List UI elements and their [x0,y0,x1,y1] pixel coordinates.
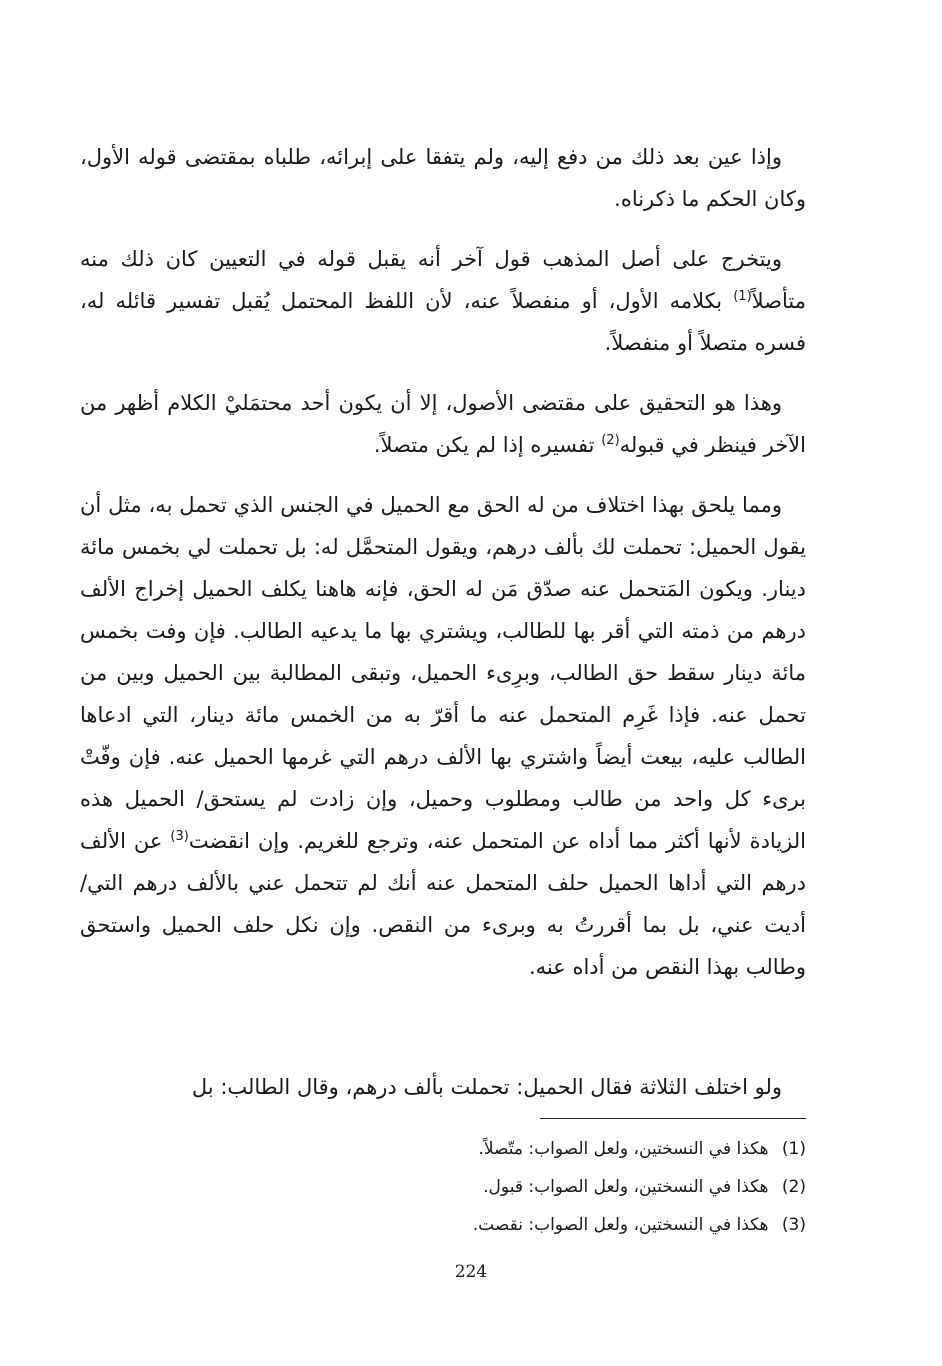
footnote-ref-1[interactable]: (1) [733,289,752,304]
footnote-separator [540,1118,806,1119]
footnote-3 [300,1206,806,1244]
paragraph-text: عن الألف درهم التي أداها الحميل حلف المتحمل عنه أنك لم تتحمل عني بالألف درهم التي/ أديت عني، بل بما أقررتُ به وبرىء من النقص. وإن نكل حلف الحميل واستحق وطالب بهذا النقص من أداه عنه. [80,829,806,979]
footnote-text: هكذا في النسختين، ولعل الصواب: متّصلاً. [478,1139,769,1159]
paragraph-text: ولو اختلف الثلاثة فقال الحميل: تحملت بألف درهم، وقال الطالب: بل [191,1075,782,1099]
paragraph-2 [80,238,806,364]
footnote-2 [300,1168,806,1206]
footnote-number: (2) [781,1177,806,1197]
paragraph-text: وإذا عين بعد ذلك من دفع إليه، ولم يتفقا على إبرائه، طلباه بمقتضى قوله الأول، وكان الحكم ما ذكرناه. [80,145,806,211]
paragraph-text: تفسيره إذا لم يكن متصلاً. [373,433,595,457]
footnote-number: (3) [781,1215,806,1235]
paragraph-3 [80,382,806,466]
paragraph-text: ويتخرج على أصل المذهب قول آخر أنه يقبل قوله في التعيين كان ذلك منه متأصلاً [80,247,806,313]
footnote-text: هكذا في النسختين، ولعل الصواب: قبول. [483,1177,769,1197]
paragraph-4 [80,484,806,988]
footnote-ref-2[interactable]: (2) [601,433,620,448]
footnote-text: هكذا في النسختين، ولعل الصواب: نقصت. [472,1215,769,1235]
footnotes [300,1130,806,1244]
footnote-1 [300,1130,806,1168]
paragraph-5 [80,1066,806,1108]
paragraph-text: بكلامه الأول، أو منفصلاً عنه، لأن اللفظ المحتمل يُقبل تفسير قائله له، فسره متصلاً أو منفصلاً. [80,289,806,355]
page-number: 224 [454,1262,488,1282]
paragraph-text: وهذا هو التحقيق على مقتضى الأصول، إلا أن يكون أحد محتمَليْ الكلام أظهر من الآخر فينظر في قبوله [80,391,806,457]
footnote-ref-3[interactable]: (3) [170,829,189,844]
footnote-number: (1) [781,1139,806,1159]
paragraph-text: ومما يلحق بهذا اختلاف من له الحق مع الحميل في الجنس الذي تحمل به، مثل أن يقول الحميل: تحملت لك بألف درهم، ويقول المتحمَّل له: بل تحملت لي بخمس مائة دينار. ويكون المَتحمل عنه صدّق مَن له الحق، فإنه هاهنا يكلف الحميل إخراج الألف درهم من ذمته التي أقر بها للطالب، ويشتري بها ما يدعيه الطالب. فإن وفت بخمس مائة دينار سقط حق الطالب، وبرِىء الحميل، وتبقى المطالبة بين الحميل وبين من تحمل عنه. فإذا غَرِم المتحمل عنه ما أقرّ به من الخمس مائة دينار، التي ادعاها الطالب عليه، بيعت أيضاً واشتري بها الألف درهم التي غرمها الحميل عنه. فإن وفّتْ برىء كل واحد من طالب ومطلوب وحميل، وإن زادت لم يستحق/ الحميل هذه الزيادة لأنها أكثر مما أداه عن المتحمل عنه، وترجع للغريم. وإن انقضت [80,493,806,853]
paragraph-1 [80,136,806,220]
